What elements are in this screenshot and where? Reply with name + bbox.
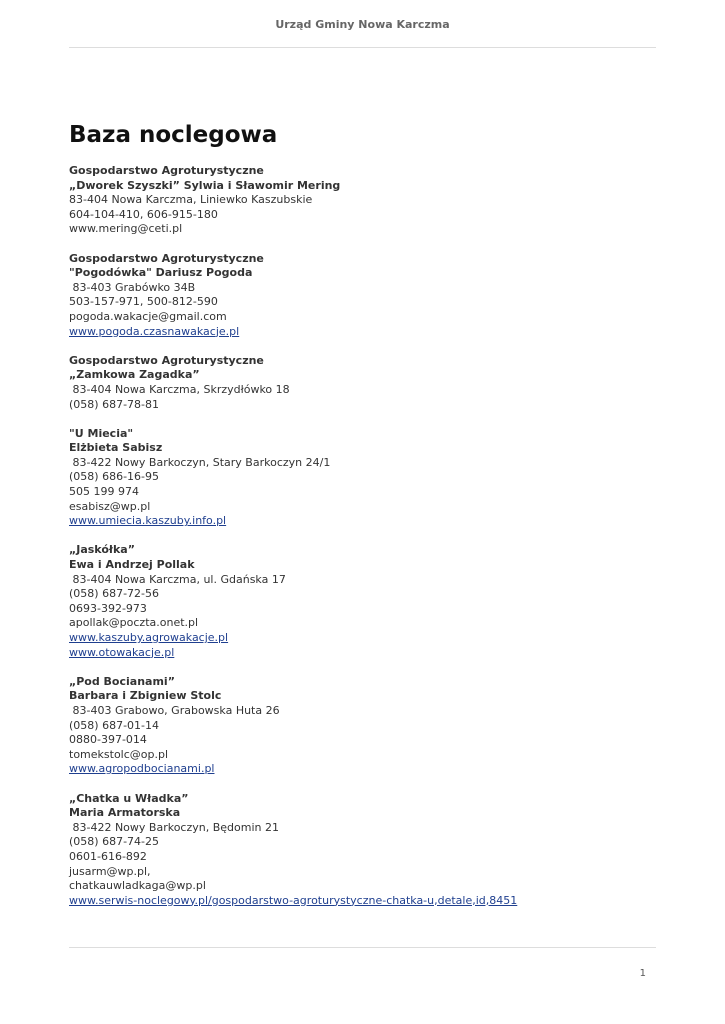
accommodation-entry: [69, 252, 669, 340]
entry-detail-line: 83-422 Nowy Barkoczyn, Będomin 21: [69, 820, 279, 834]
entry-detail-line: 83-403 Grabówko 34B: [69, 280, 196, 294]
website-link[interactable]: www.agropodbocianami.pl: [69, 762, 215, 776]
website-link[interactable]: www.kaszuby.agrowakacje.pl: [69, 631, 229, 644]
entry-detail-line: 505 199 974: [69, 485, 139, 499]
entry-heading-line: „Pod Bocianami”: [69, 674, 175, 688]
accommodation-entry: [69, 543, 669, 660]
entry-detail-line: (058) 687-01-14: [69, 718, 160, 732]
entry-heading-line: "U Miecia": [69, 426, 134, 440]
entry-detail-line: apollak@poczta.onet.pl: [69, 616, 199, 630]
page-title: Baza noclegowa: [69, 122, 278, 148]
entry-detail-line: 83-403 Grabowo, Grabowska Huta 26: [69, 703, 280, 717]
entry-detail-line: 503-157-971, 500-812-590: [69, 295, 218, 309]
entry-detail-line: 83-404 Nowa Karczma, ul. Gdańska 17: [69, 572, 286, 586]
entry-heading-line: Gospodarstwo Agroturystyczne: [69, 353, 264, 367]
entry-heading-line: Ewa i Andrzej Pollak: [69, 558, 195, 572]
entry-detail-line: 83-422 Nowy Barkoczyn, Stary Barkoczyn 24/1: [69, 455, 331, 469]
entry-detail-line: 604-104-410, 606-915-180: [69, 207, 218, 221]
website-link[interactable]: www.umiecia.kaszuby.info.pl: [69, 514, 227, 528]
accommodation-entry: [69, 792, 669, 909]
entry-heading-line: Elżbieta Sabisz: [69, 441, 163, 455]
entry-detail-line: (058) 687-72-56: [69, 587, 160, 601]
entry-detail-line: 0880-397-014: [69, 733, 147, 747]
accommodation-entry: [69, 675, 669, 777]
entry-detail-line: jusarm@wp.pl,: [69, 864, 151, 878]
accommodation-entry: [69, 427, 669, 529]
website-link[interactable]: www.serwis-noclegowy.pl/gospodarstwo-agroturystyczne-chatka-u,detale,id,8451: [69, 893, 518, 907]
accommodation-entry: [69, 354, 669, 412]
entry-detail-line: (058) 687-74-25: [69, 835, 160, 849]
website-link[interactable]: www.pogoda.czasnawakacje.pl: [69, 324, 240, 338]
entry-detail-line: 83-404 Nowa Karczma, Skrzydłówko 18: [69, 382, 290, 396]
entry-detail-line: 0693-392-973: [69, 601, 147, 615]
entry-heading-line: Maria Armatorska: [69, 806, 181, 820]
entry-heading-line: „Jaskółka”: [69, 543, 135, 557]
entry-detail-line: (058) 686-16-95: [69, 470, 160, 484]
accommodation-entry: [69, 164, 669, 237]
entry-detail-line: tomekstolc@op.pl: [69, 747, 169, 761]
entry-heading-line: "Pogodówka" Dariusz Pogoda: [69, 266, 253, 280]
entry-heading-line: Barbara i Zbigniew Stolc: [69, 689, 222, 703]
entry-heading-line: Gospodarstwo Agroturystyczne: [69, 164, 264, 177]
entry-heading-line: „Zamkowa Zagadka”: [69, 368, 200, 382]
accommodation-list: [69, 164, 669, 923]
website-link[interactable]: www.otowakacje.pl: [69, 645, 175, 659]
entry-detail-line: (058) 687-78-81: [69, 397, 160, 411]
entry-detail-line: 83-404 Nowa Karczma, Liniewko Kaszubskie: [69, 193, 313, 207]
entry-detail-line: pogoda.wakacje@gmail.com: [69, 309, 227, 323]
entry-detail-line: esabisz@wp.pl: [69, 499, 151, 513]
entry-detail-line: www.mering@ceti.pl: [69, 222, 183, 236]
entry-heading-line: Gospodarstwo Agroturystyczne: [69, 251, 264, 265]
entry-heading-line: „Dworek Szyszki” Sylwia i Sławomir Mering: [69, 178, 341, 192]
footer-divider: [69, 947, 656, 948]
entry-detail-line: 0601-616-892: [69, 849, 147, 863]
page-header: Urząd Gminy Nowa Karczma: [275, 18, 450, 31]
entry-detail-line: chatkauwladkaga@wp.pl: [69, 879, 206, 893]
page-number: 1: [639, 968, 646, 979]
entry-heading-line: „Chatka u Władka”: [69, 791, 189, 805]
header-divider: [69, 47, 656, 48]
